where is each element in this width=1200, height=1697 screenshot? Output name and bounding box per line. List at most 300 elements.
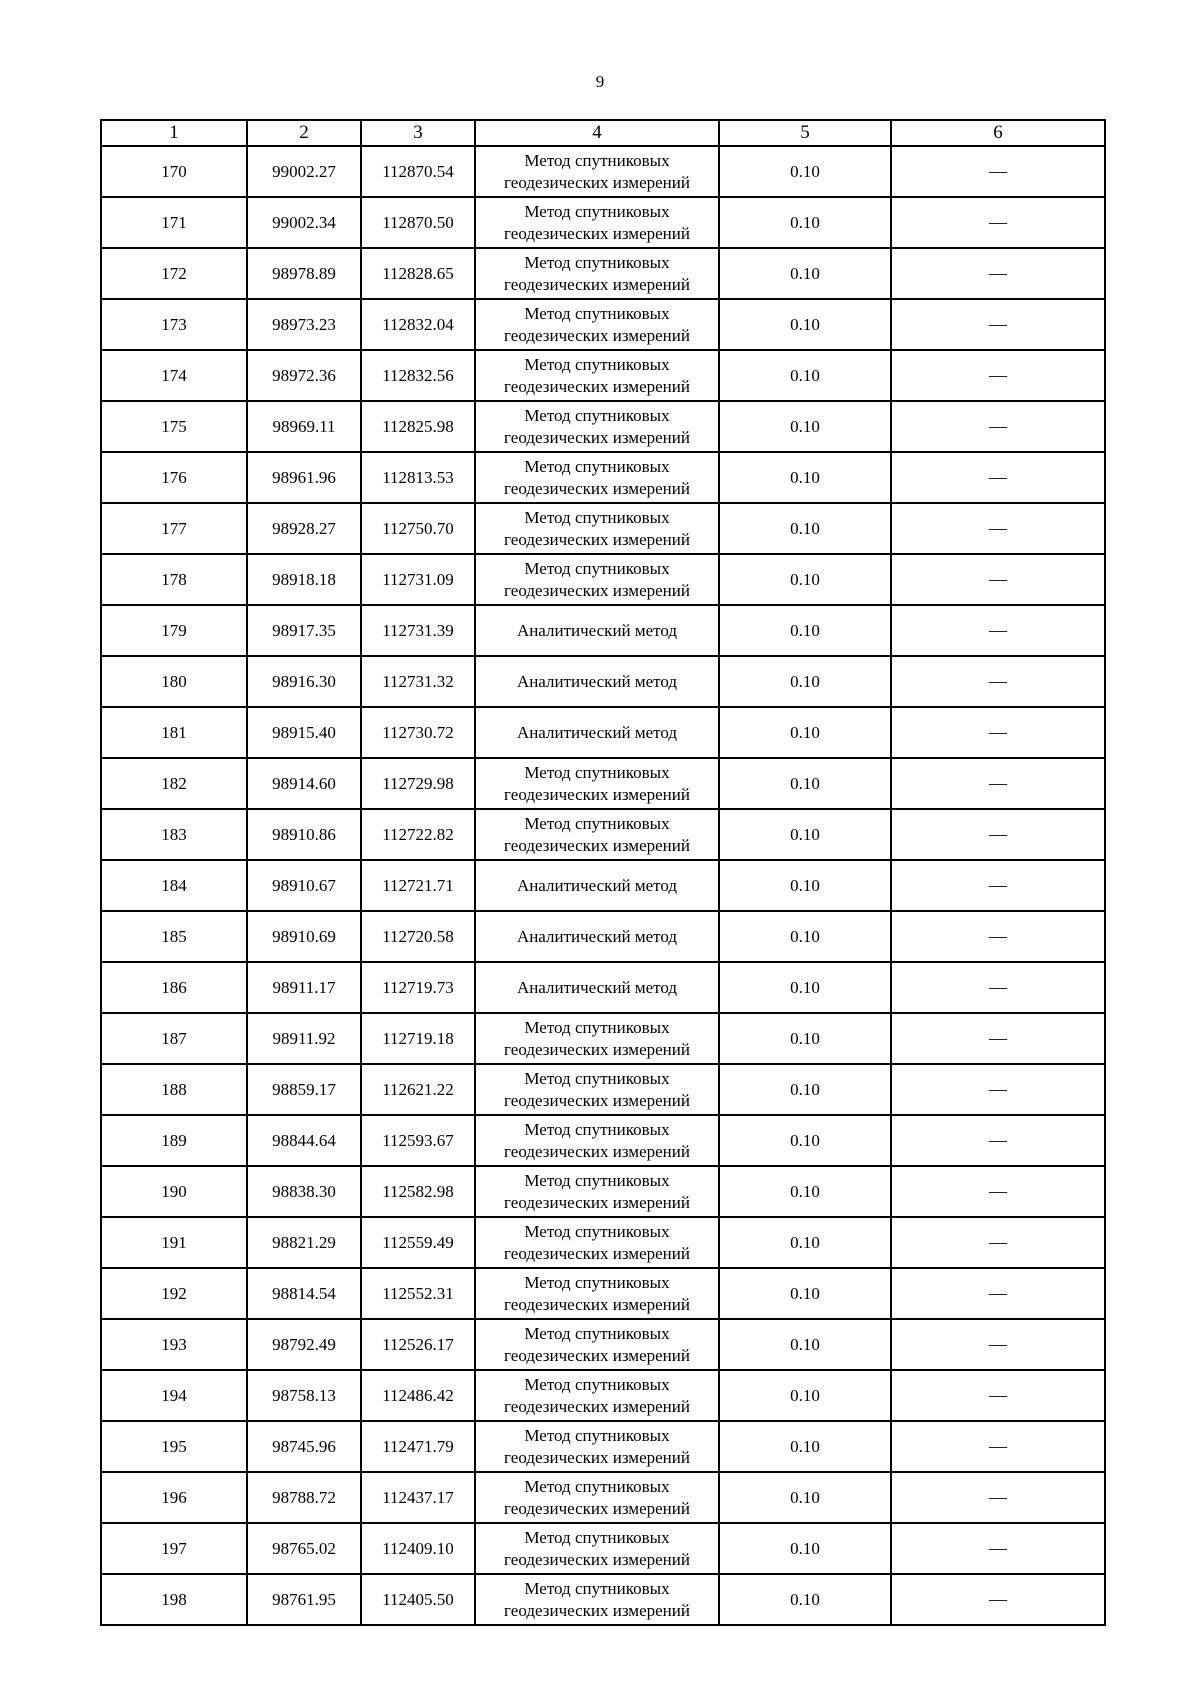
coordinate-x-cell-text: 98911.92 <box>272 1028 336 1048</box>
accuracy-cell-text: 0.10 <box>790 212 820 232</box>
table-row <box>101 554 1105 605</box>
accuracy-cell <box>719 146 891 197</box>
coordinate-x-cell-text: 98910.67 <box>272 875 336 895</box>
accuracy-cell <box>719 911 891 962</box>
coordinate-x-cell-text: 98844.64 <box>272 1130 336 1150</box>
method-cell <box>475 350 719 401</box>
point-number-cell <box>101 503 247 554</box>
coordinate-x-cell-text: 98911.17 <box>272 977 336 997</box>
method-cell-text: Аналитический метод <box>516 671 678 691</box>
table-row <box>101 962 1105 1013</box>
table-row <box>101 1217 1105 1268</box>
method-cell-text: Метод спутниковых геодезических измерений <box>504 150 690 192</box>
accuracy-cell <box>719 1064 891 1115</box>
method-cell <box>475 1523 719 1574</box>
table-row <box>101 503 1105 554</box>
coordinate-y-cell-text: 112721.71 <box>382 875 454 895</box>
method-cell <box>475 707 719 758</box>
note-cell-text: — <box>989 926 1007 946</box>
column-header-4: 4 <box>475 120 719 146</box>
coordinate-x-cell <box>247 1421 361 1472</box>
note-cell <box>891 758 1105 809</box>
table-row <box>101 1064 1105 1115</box>
table-row <box>101 248 1105 299</box>
accuracy-cell <box>719 1472 891 1523</box>
note-cell-text: — <box>989 1079 1007 1099</box>
note-cell-text: — <box>989 365 1007 385</box>
coordinate-y-cell <box>361 1166 475 1217</box>
coordinate-y-cell <box>361 1319 475 1370</box>
note-cell <box>891 1574 1105 1625</box>
coordinate-y-cell-text: 112731.39 <box>382 620 454 640</box>
method-cell-text: Аналитический метод <box>516 926 678 946</box>
accuracy-cell-text: 0.10 <box>790 1079 820 1099</box>
note-cell-text: — <box>989 1487 1007 1507</box>
coordinate-y-cell-text: 112722.82 <box>382 824 454 844</box>
table-row <box>101 350 1105 401</box>
method-cell-text: Аналитический метод <box>516 620 678 640</box>
coordinate-x-cell <box>247 1166 361 1217</box>
coordinate-y-cell-text: 112719.73 <box>382 977 454 997</box>
method-cell <box>475 1370 719 1421</box>
coordinate-x-cell <box>247 1064 361 1115</box>
coordinate-y-cell-text: 112813.53 <box>382 467 454 487</box>
coordinate-x-cell <box>247 401 361 452</box>
accuracy-cell <box>719 248 891 299</box>
accuracy-cell-text: 0.10 <box>790 1436 820 1456</box>
coordinate-x-cell <box>247 248 361 299</box>
coordinate-x-cell <box>247 707 361 758</box>
coordinate-x-cell <box>247 1115 361 1166</box>
point-number-cell-text: 183 <box>161 824 187 844</box>
method-cell <box>475 911 719 962</box>
accuracy-cell-text: 0.10 <box>790 1232 820 1252</box>
coordinate-x-cell <box>247 146 361 197</box>
coordinate-y-cell-text: 112409.10 <box>382 1538 454 1558</box>
point-number-cell-text: 192 <box>161 1283 187 1303</box>
coordinate-y-cell-text: 112486.42 <box>382 1385 454 1405</box>
coordinate-x-cell <box>247 1319 361 1370</box>
method-cell-text: Метод спутниковых геодезических измерений <box>504 1272 690 1314</box>
coordinate-y-cell <box>361 1472 475 1523</box>
note-cell-text: — <box>989 1181 1007 1201</box>
coordinate-x-cell <box>247 350 361 401</box>
method-cell-text: Метод спутниковых геодезических измерений <box>504 252 690 294</box>
coordinate-y-cell <box>361 809 475 860</box>
note-cell <box>891 350 1105 401</box>
coordinate-x-cell-text: 98928.27 <box>272 518 336 538</box>
coordinate-x-cell-text: 98821.29 <box>272 1232 336 1252</box>
point-number-cell <box>101 146 247 197</box>
method-cell-text: Метод спутниковых геодезических измерений <box>504 354 690 396</box>
coordinate-x-cell-text: 98910.69 <box>272 926 336 946</box>
coordinate-y-cell <box>361 707 475 758</box>
coordinate-y-cell <box>361 1574 475 1625</box>
accuracy-cell <box>719 1319 891 1370</box>
table-row <box>101 1115 1105 1166</box>
coordinate-x-cell <box>247 1217 361 1268</box>
method-cell <box>475 758 719 809</box>
method-cell-text: Метод спутниковых геодезических измерений <box>504 1221 690 1263</box>
coordinate-y-cell-text: 112582.98 <box>382 1181 454 1201</box>
coordinate-y-cell <box>361 452 475 503</box>
table-row <box>101 1574 1105 1625</box>
method-cell <box>475 1574 719 1625</box>
accuracy-cell-text: 0.10 <box>790 314 820 334</box>
note-cell <box>891 1319 1105 1370</box>
accuracy-cell-text: 0.10 <box>790 1385 820 1405</box>
coordinate-x-cell <box>247 452 361 503</box>
table-row <box>101 197 1105 248</box>
method-cell-text: Аналитический метод <box>516 722 678 742</box>
column-header-3: 3 <box>361 120 475 146</box>
point-number-cell <box>101 1319 247 1370</box>
coordinate-x-cell-text: 98765.02 <box>272 1538 336 1558</box>
table-row <box>101 1319 1105 1370</box>
accuracy-cell-text: 0.10 <box>790 161 820 181</box>
accuracy-cell-text: 0.10 <box>790 365 820 385</box>
accuracy-cell <box>719 962 891 1013</box>
point-number-cell-text: 177 <box>161 518 187 538</box>
coordinate-x-cell <box>247 197 361 248</box>
table-row <box>101 401 1105 452</box>
note-cell-text: — <box>989 875 1007 895</box>
accuracy-cell <box>719 809 891 860</box>
method-cell <box>475 1064 719 1115</box>
method-cell-text: Метод спутниковых геодезических измерений <box>504 1374 690 1416</box>
accuracy-cell-text: 0.10 <box>790 824 820 844</box>
table-row <box>101 809 1105 860</box>
column-header-1: 1 <box>101 120 247 146</box>
coordinate-y-cell-text: 112750.70 <box>382 518 454 538</box>
table-row <box>101 758 1105 809</box>
column-header-5: 5 <box>719 120 891 146</box>
accuracy-cell <box>719 1217 891 1268</box>
point-number-cell-text: 174 <box>161 365 187 385</box>
coordinate-y-cell <box>361 350 475 401</box>
point-number-cell <box>101 299 247 350</box>
accuracy-cell-text: 0.10 <box>790 1589 820 1609</box>
point-number-cell-text: 178 <box>161 569 187 589</box>
note-cell-text: — <box>989 518 1007 538</box>
coordinate-y-cell-text: 112405.50 <box>382 1589 454 1609</box>
coordinate-x-cell-text: 98961.96 <box>272 467 336 487</box>
accuracy-cell-text: 0.10 <box>790 518 820 538</box>
method-cell-text: Метод спутниковых геодезических измерений <box>504 1068 690 1110</box>
accuracy-cell <box>719 1574 891 1625</box>
note-cell <box>891 656 1105 707</box>
coordinate-x-cell <box>247 554 361 605</box>
coordinate-y-cell <box>361 401 475 452</box>
accuracy-cell <box>719 503 891 554</box>
column-header-6: 6 <box>891 120 1105 146</box>
coordinate-y-cell <box>361 860 475 911</box>
coordinate-y-cell-text: 112731.09 <box>382 569 454 589</box>
coordinate-y-cell-text: 112621.22 <box>382 1079 454 1099</box>
method-cell-text: Метод спутниковых геодезических измерений <box>504 303 690 345</box>
coordinate-x-cell <box>247 962 361 1013</box>
coordinate-y-cell-text: 112828.65 <box>382 263 454 283</box>
coordinate-y-cell-text: 112552.31 <box>382 1283 454 1303</box>
method-cell-text: Аналитический метод <box>516 977 678 997</box>
coordinate-y-cell-text: 112719.18 <box>382 1028 454 1048</box>
coordinate-y-cell-text: 112870.54 <box>382 161 454 181</box>
table-row <box>101 1013 1105 1064</box>
method-cell <box>475 197 719 248</box>
coordinate-x-cell-text: 98916.30 <box>272 671 336 691</box>
accuracy-cell <box>719 554 891 605</box>
method-cell-text: Метод спутниковых геодезических измерений <box>504 1425 690 1467</box>
point-number-cell-text: 196 <box>161 1487 187 1507</box>
accuracy-cell <box>719 1115 891 1166</box>
coordinate-x-cell <box>247 1370 361 1421</box>
table-header <box>101 120 1105 146</box>
coordinate-x-cell-text: 98918.18 <box>272 569 336 589</box>
note-cell-text: — <box>989 467 1007 487</box>
coordinate-y-cell-text: 112832.04 <box>382 314 454 334</box>
coordinate-x-cell <box>247 1268 361 1319</box>
point-number-cell <box>101 401 247 452</box>
table-row <box>101 1472 1105 1523</box>
coordinate-y-cell <box>361 1370 475 1421</box>
coordinate-x-cell <box>247 656 361 707</box>
note-cell-text: — <box>989 416 1007 436</box>
coordinate-x-cell <box>247 503 361 554</box>
table-row <box>101 656 1105 707</box>
note-cell-text: — <box>989 569 1007 589</box>
accuracy-cell-text: 0.10 <box>790 875 820 895</box>
accuracy-cell <box>719 1370 891 1421</box>
point-number-cell-text: 180 <box>161 671 187 691</box>
table-row <box>101 1268 1105 1319</box>
accuracy-cell-text: 0.10 <box>790 1487 820 1507</box>
note-cell <box>891 605 1105 656</box>
method-cell <box>475 554 719 605</box>
note-cell <box>891 707 1105 758</box>
note-cell <box>891 554 1105 605</box>
coordinates-table <box>100 119 1106 1626</box>
coordinate-x-cell-text: 98914.60 <box>272 773 336 793</box>
point-number-cell-text: 170 <box>161 161 187 181</box>
coordinate-x-cell-text: 99002.34 <box>272 212 336 232</box>
accuracy-cell <box>719 605 891 656</box>
accuracy-cell-text: 0.10 <box>790 977 820 997</box>
method-cell <box>475 860 719 911</box>
method-cell-text: Метод спутниковых геодезических измерений <box>504 1476 690 1518</box>
coordinate-x-cell-text: 98972.36 <box>272 365 336 385</box>
note-cell-text: — <box>989 1436 1007 1456</box>
method-cell <box>475 1268 719 1319</box>
accuracy-cell <box>719 860 891 911</box>
point-number-cell-text: 184 <box>161 875 187 895</box>
table-row <box>101 1166 1105 1217</box>
coordinate-x-cell-text: 98973.23 <box>272 314 336 334</box>
header-row <box>101 120 1105 146</box>
method-cell-text: Метод спутниковых геодезических измерений <box>504 813 690 855</box>
method-cell <box>475 1472 719 1523</box>
note-cell <box>891 809 1105 860</box>
coordinate-y-cell <box>361 197 475 248</box>
note-cell-text: — <box>989 1130 1007 1150</box>
point-number-cell-text: 172 <box>161 263 187 283</box>
note-cell-text: — <box>989 1028 1007 1048</box>
point-number-cell-text: 185 <box>161 926 187 946</box>
accuracy-cell <box>719 656 891 707</box>
point-number-cell <box>101 1166 247 1217</box>
point-number-cell-text: 171 <box>161 212 187 232</box>
note-cell <box>891 197 1105 248</box>
point-number-cell <box>101 350 247 401</box>
note-cell-text: — <box>989 1232 1007 1252</box>
note-cell-text: — <box>989 1589 1007 1609</box>
accuracy-cell <box>719 1523 891 1574</box>
note-cell-text: — <box>989 161 1007 181</box>
note-cell <box>891 401 1105 452</box>
method-cell <box>475 1217 719 1268</box>
point-number-cell-text: 191 <box>161 1232 187 1252</box>
note-cell <box>891 1370 1105 1421</box>
table-row <box>101 452 1105 503</box>
note-cell-text: — <box>989 1385 1007 1405</box>
note-cell <box>891 1013 1105 1064</box>
coordinate-x-cell-text: 98792.49 <box>272 1334 336 1354</box>
coordinate-y-cell <box>361 146 475 197</box>
point-number-cell <box>101 1472 247 1523</box>
table-row <box>101 911 1105 962</box>
method-cell-text: Метод спутниковых геодезических измерений <box>504 1578 690 1620</box>
accuracy-cell-text: 0.10 <box>790 773 820 793</box>
page-number: 9 <box>595 72 605 91</box>
method-cell <box>475 1013 719 1064</box>
note-cell <box>891 1064 1105 1115</box>
method-cell-text: Метод спутниковых геодезических измерений <box>504 405 690 447</box>
point-number-cell <box>101 248 247 299</box>
note-cell <box>891 860 1105 911</box>
accuracy-cell <box>719 401 891 452</box>
point-number-cell <box>101 707 247 758</box>
note-cell <box>891 1166 1105 1217</box>
note-cell <box>891 146 1105 197</box>
note-cell-text: — <box>989 977 1007 997</box>
method-cell-text: Метод спутниковых геодезических измерений <box>504 558 690 600</box>
coordinate-y-cell <box>361 758 475 809</box>
method-cell-text: Метод спутниковых геодезических измерений <box>504 1323 690 1365</box>
note-cell-text: — <box>989 620 1007 640</box>
accuracy-cell-text: 0.10 <box>790 620 820 640</box>
point-number-cell-text: 188 <box>161 1079 187 1099</box>
coordinate-x-cell-text: 98838.30 <box>272 1181 336 1201</box>
point-number-cell-text: 194 <box>161 1385 187 1405</box>
accuracy-cell-text: 0.10 <box>790 467 820 487</box>
point-number-cell-text: 181 <box>161 722 187 742</box>
accuracy-cell <box>719 197 891 248</box>
note-cell <box>891 299 1105 350</box>
coordinate-x-cell <box>247 860 361 911</box>
method-cell-text: Метод спутниковых геодезических измерений <box>504 1170 690 1212</box>
point-number-cell <box>101 656 247 707</box>
point-number-cell-text: 198 <box>161 1589 187 1609</box>
method-cell-text: Метод спутниковых геодезических измерений <box>504 762 690 804</box>
note-cell-text: — <box>989 263 1007 283</box>
table-row <box>101 605 1105 656</box>
accuracy-cell <box>719 1013 891 1064</box>
method-cell-text: Метод спутниковых геодезических измерений <box>504 1017 690 1059</box>
note-cell-text: — <box>989 824 1007 844</box>
method-cell-text: Аналитический метод <box>516 875 678 895</box>
note-cell-text: — <box>989 1334 1007 1354</box>
coordinate-y-cell-text: 112832.56 <box>382 365 454 385</box>
accuracy-cell-text: 0.10 <box>790 263 820 283</box>
method-cell <box>475 1421 719 1472</box>
coordinate-y-cell <box>361 554 475 605</box>
method-cell-text: Метод спутниковых геодезических измерений <box>504 507 690 549</box>
coordinate-x-cell-text: 98761.95 <box>272 1589 336 1609</box>
method-cell <box>475 248 719 299</box>
point-number-cell <box>101 1217 247 1268</box>
coordinate-y-cell-text: 112471.79 <box>382 1436 454 1456</box>
table-row <box>101 1370 1105 1421</box>
point-number-cell-text: 176 <box>161 467 187 487</box>
note-cell <box>891 1421 1105 1472</box>
coordinate-x-cell-text: 98969.11 <box>272 416 336 436</box>
coordinate-x-cell-text: 98978.89 <box>272 263 336 283</box>
coordinate-y-cell <box>361 299 475 350</box>
coordinate-y-cell-text: 112731.32 <box>382 671 454 691</box>
accuracy-cell <box>719 299 891 350</box>
coordinate-x-cell <box>247 1523 361 1574</box>
method-cell <box>475 605 719 656</box>
accuracy-cell-text: 0.10 <box>790 722 820 742</box>
accuracy-cell <box>719 707 891 758</box>
point-number-cell <box>101 962 247 1013</box>
accuracy-cell-text: 0.10 <box>790 1028 820 1048</box>
table-row <box>101 707 1105 758</box>
point-number-cell <box>101 758 247 809</box>
coordinate-y-cell <box>361 1268 475 1319</box>
method-cell <box>475 1166 719 1217</box>
accuracy-cell <box>719 1268 891 1319</box>
note-cell-text: — <box>989 314 1007 334</box>
coordinate-x-cell-text: 98745.96 <box>272 1436 336 1456</box>
accuracy-cell-text: 0.10 <box>790 1538 820 1558</box>
accuracy-cell <box>719 350 891 401</box>
note-cell <box>891 1217 1105 1268</box>
method-cell <box>475 146 719 197</box>
point-number-cell-text: 189 <box>161 1130 187 1150</box>
coordinate-x-cell-text: 98910.86 <box>272 824 336 844</box>
coordinate-x-cell-text: 98915.40 <box>272 722 336 742</box>
coordinate-x-cell-text: 98859.17 <box>272 1079 336 1099</box>
accuracy-cell <box>719 1421 891 1472</box>
note-cell <box>891 1268 1105 1319</box>
point-number-cell <box>101 1013 247 1064</box>
coordinate-x-cell <box>247 809 361 860</box>
method-cell <box>475 656 719 707</box>
point-number-cell-text: 186 <box>161 977 187 997</box>
coordinate-y-cell <box>361 1523 475 1574</box>
accuracy-cell-text: 0.10 <box>790 1181 820 1201</box>
coordinate-y-cell <box>361 503 475 554</box>
coordinate-y-cell-text: 112825.98 <box>382 416 454 436</box>
coordinate-y-cell <box>361 248 475 299</box>
point-number-cell-text: 193 <box>161 1334 187 1354</box>
note-cell-text: — <box>989 773 1007 793</box>
coordinate-y-cell-text: 112729.98 <box>382 773 454 793</box>
point-number-cell-text: 197 <box>161 1538 187 1558</box>
note-cell-text: — <box>989 722 1007 742</box>
point-number-cell-text: 190 <box>161 1181 187 1201</box>
method-cell <box>475 401 719 452</box>
